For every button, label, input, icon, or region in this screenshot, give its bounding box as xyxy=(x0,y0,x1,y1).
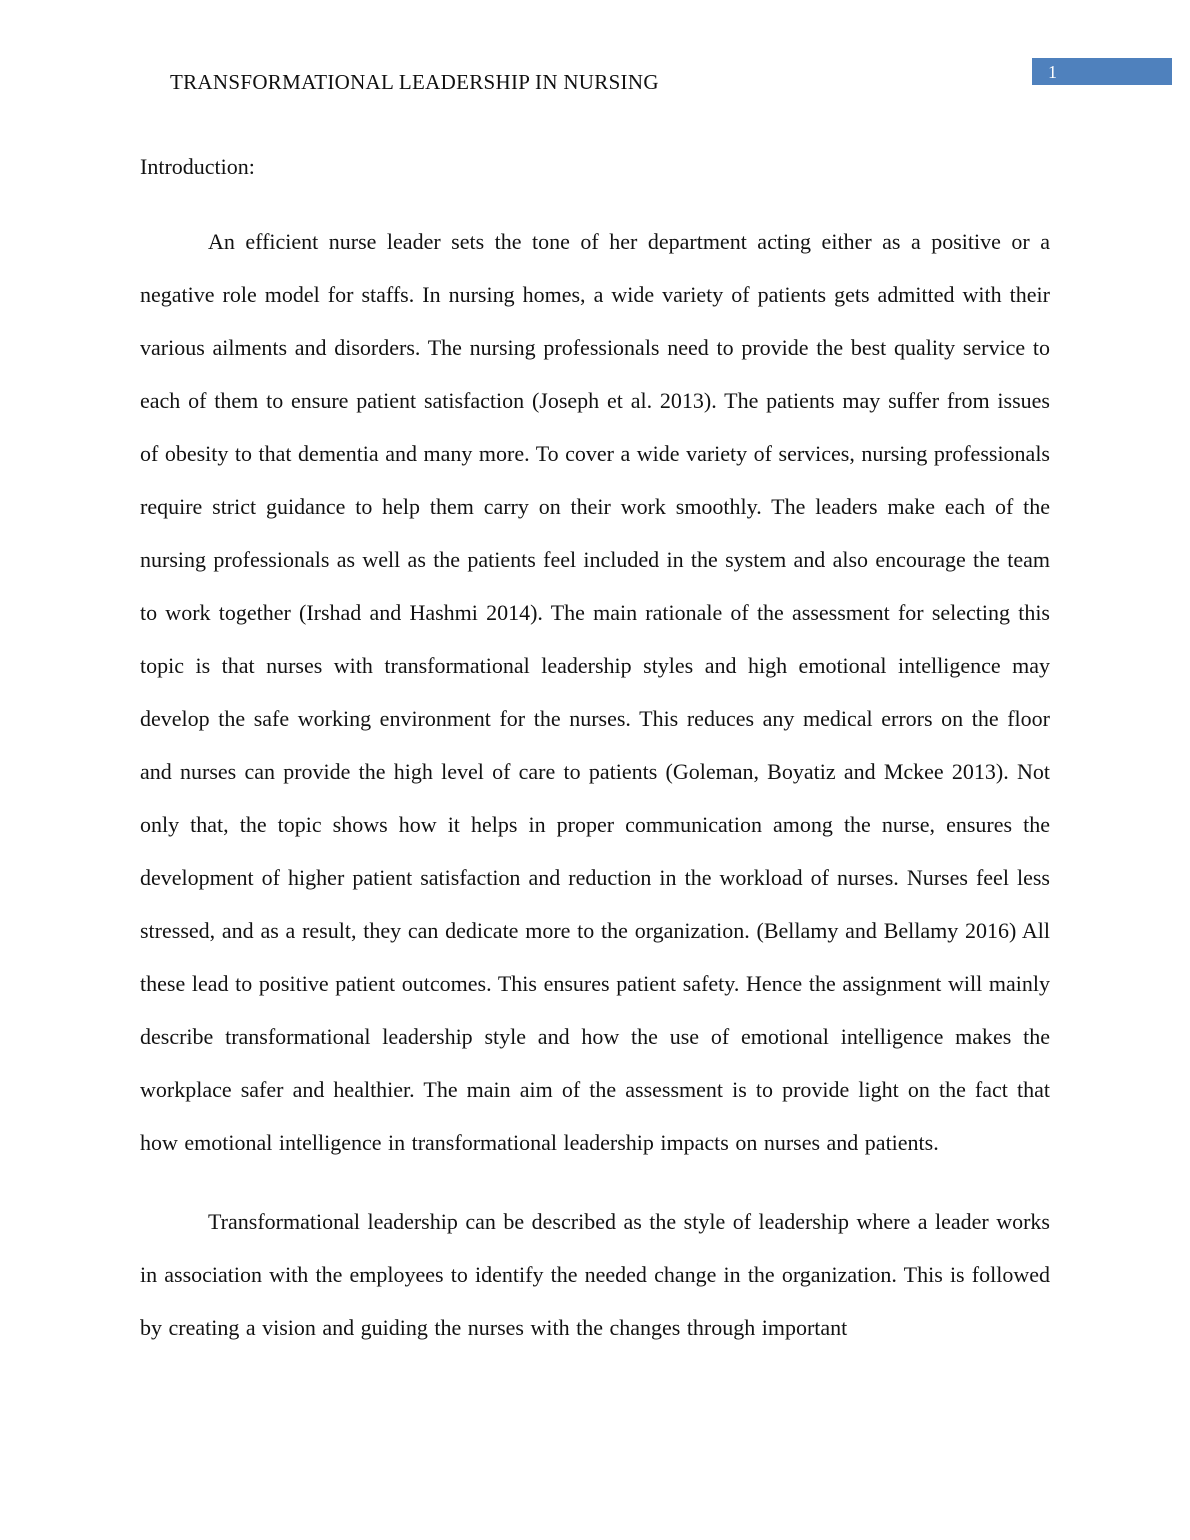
paragraph-introduction: An efficient nurse leader sets the tone of her department acting either as a positive or a negative role model for staffs. In nursing homes, a wide variety of patients gets admitted with their various ailments and disorders. The nursing professionals need to provide the best quality service to each of them to ensure patient satisfaction (Joseph et al. 2013). The patients may suffer from issues of obesity to that dementia and many more. To cover a wide variety of services, nursing professionals require strict guidance to help them carry on their work smoothly. The leaders make each of the nursing professionals as well as the patients feel included in the system and also encourage the team to work together (Irshad and Hashmi 2014). The main rationale of the assessment for selecting this topic is that nurses with transformational leadership styles and high emotional intelligence may develop the safe working environment for the nurses. This reduces any medical errors on the floor and nurses can provide the high level of care to patients (Goleman, Boyatiz and Mckee 2013). Not only that, the topic shows how it helps in proper communication among the nurse, ensures the development of higher patient satisfaction and reduction in the workload of nurses. Nurses feel less stressed, and as a result, they can dedicate more to the organization. (Bellamy and Bellamy 2016) All these lead to positive patient outcomes. This ensures patient safety. Hence the assignment will mainly describe transformational leadership style and how the use of emotional intelligence makes the workplace safer and healthier. The main aim of the assessment is to provide light on the fact that how emotional intelligence in transformational leadership impacts on nurses and patients. xyxy=(140,229,1050,1155)
page-header xyxy=(0,0,1190,120)
page-number: 1 xyxy=(1048,61,1057,82)
document-body xyxy=(140,140,1050,1354)
section-heading: Introduction: xyxy=(140,154,255,179)
paragraph-transformational-leadership: Transformational leadership can be described as the style of leadership where a leader works in association with the employees to identify the needed change in the organization. This is followed by creating a vision and guiding the nurses with the changes through important xyxy=(140,1209,1050,1340)
running-head: TRANSFORMATIONAL LEADERSHIP IN NURSING xyxy=(170,70,659,94)
page-number-badge xyxy=(1032,58,1172,85)
